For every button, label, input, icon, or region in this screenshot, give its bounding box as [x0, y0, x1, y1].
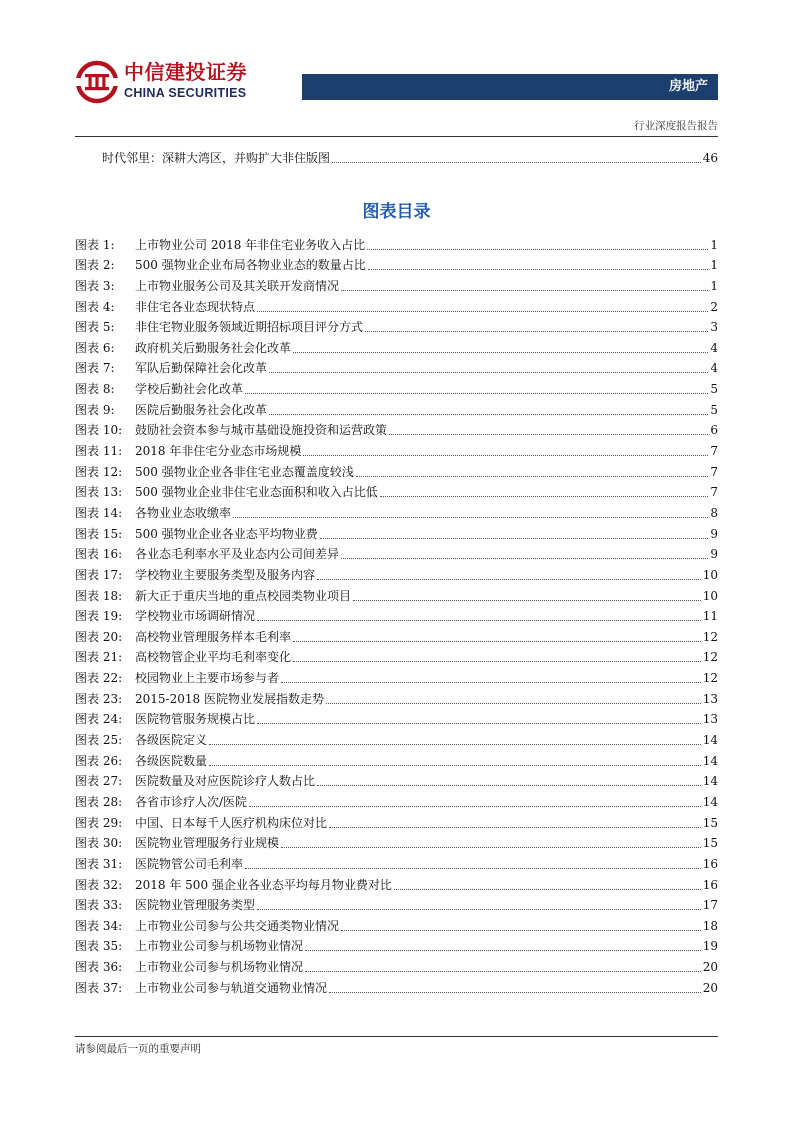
- figure-entry[interactable]: [75, 438, 718, 459]
- figure-title: 500 强物业企业各非住宅业态覆盖度较浅: [135, 464, 354, 479]
- dot-leader: [293, 661, 701, 662]
- figure-label: 图表 11:: [75, 444, 123, 459]
- figure-page: 15: [702, 815, 718, 830]
- figure-title: 政府机关后勤服务社会化改革: [135, 340, 292, 355]
- figure-page: 20: [702, 980, 718, 995]
- figure-label: 图表 26:: [75, 753, 123, 768]
- header-divider: [75, 136, 718, 137]
- report-type: 行业深度报告报告: [634, 120, 718, 132]
- dot-leader: [233, 517, 708, 518]
- figure-page: 9: [710, 547, 718, 562]
- figure-label: 图表 31:: [75, 856, 123, 871]
- dot-leader: [269, 414, 708, 415]
- figure-title: 高校物业管理服务样本毛利率: [135, 629, 292, 644]
- figure-entry[interactable]: [75, 521, 718, 542]
- figure-label: 图表 25:: [75, 733, 123, 748]
- figure-page: 1: [710, 237, 718, 252]
- dot-leader: [305, 971, 701, 972]
- figure-title: 医院物管公司毛利率: [135, 856, 244, 871]
- figure-title: 上市物业公司参与轨道交通物业情况: [135, 980, 328, 995]
- figure-title: 中国、日本每千人医疗机构床位对比: [135, 815, 328, 830]
- figure-entry[interactable]: [75, 665, 718, 686]
- figure-label: 图表 13:: [75, 485, 123, 500]
- figure-page: 7: [710, 485, 718, 500]
- figure-entry[interactable]: [75, 872, 718, 893]
- dot-leader: [209, 744, 701, 745]
- figure-label: 图表 8:: [75, 382, 115, 397]
- dot-leader: [245, 393, 708, 394]
- dot-leader: [341, 930, 701, 931]
- toc-entry-title: 时代邻里：深耕大湾区，并购扩大非住版图: [102, 151, 331, 165]
- figure-title: 新大正于重庆当地的重点校园类物业项目: [135, 588, 352, 603]
- figure-label: 图表 37:: [75, 980, 123, 995]
- figure-label: 图表 16:: [75, 547, 123, 562]
- figure-title: 非住宅各业态现状特点: [135, 299, 256, 314]
- figure-title: 军队后勤保障社会化改革: [135, 361, 268, 376]
- dot-leader: [341, 558, 708, 559]
- figure-label: 图表 7:: [75, 361, 115, 376]
- figure-page: 17: [702, 898, 718, 913]
- dot-leader: [257, 723, 701, 724]
- figure-title: 上市物业服务公司及其关联开发商情况: [135, 278, 340, 293]
- figure-label: 图表 15:: [75, 526, 123, 541]
- figure-page: 13: [702, 691, 718, 706]
- figure-label: 图表 33:: [75, 898, 123, 913]
- figure-entry[interactable]: [75, 707, 718, 728]
- figure-label: 图表 23:: [75, 691, 123, 706]
- figure-title: 500 强物业企业非住宅业态面积和收入占比低: [135, 485, 378, 500]
- dot-leader: [329, 827, 701, 828]
- dot-leader: [257, 311, 708, 312]
- figure-title: 上市物业公司参与公共交通类物业情况: [135, 918, 340, 933]
- figure-title: 各物业业态收缴率: [135, 505, 232, 520]
- figure-label: 图表 35:: [75, 939, 123, 954]
- toc-entry-page: 46: [702, 151, 718, 165]
- figure-list: [75, 232, 718, 996]
- figure-title: 各省市诊疗人次/医院: [135, 794, 248, 809]
- figure-entry[interactable]: [75, 294, 718, 315]
- figure-label: 图表 20:: [75, 629, 123, 644]
- figure-title: 2018 年 500 强企业各业态平均每月物业费对比: [135, 877, 392, 892]
- figure-title: 2018 年非住宅分业态市场规模: [135, 444, 302, 459]
- figure-page: 12: [702, 671, 718, 686]
- dot-leader: [329, 992, 701, 993]
- figure-page: 14: [702, 774, 718, 789]
- figure-page: 4: [710, 340, 718, 355]
- figure-label: 图表 32:: [75, 877, 123, 892]
- figure-entry[interactable]: [75, 500, 718, 521]
- brand-name-cn: 中信建投证券: [124, 60, 247, 84]
- figure-page: 12: [702, 629, 718, 644]
- sector-label: 房地产: [668, 79, 708, 94]
- figure-page: 20: [702, 960, 718, 975]
- dot-leader: [303, 455, 708, 456]
- figure-entry[interactable]: [75, 418, 718, 439]
- figure-label: 图表 22:: [75, 671, 123, 686]
- figure-title: 医院物管服务规模占比: [135, 712, 256, 727]
- figure-label: 图表 30:: [75, 836, 123, 851]
- figure-page: 3: [710, 320, 718, 335]
- figure-label: 图表 29:: [75, 815, 123, 830]
- figure-page: 9: [710, 526, 718, 541]
- figure-page: 19: [702, 939, 718, 954]
- figure-page: 18: [702, 918, 718, 933]
- figure-title: 500 强物业企业布局各物业业态的数量占比: [135, 258, 366, 273]
- dot-leader: [209, 765, 701, 766]
- figure-entry[interactable]: [75, 376, 718, 397]
- figure-title: 高校物管企业平均毛利率变化: [135, 650, 292, 665]
- figure-page: 15: [702, 836, 718, 851]
- figure-title: 非住宅物业服务领域近期招标项目评分方式: [135, 320, 364, 335]
- dot-leader: [389, 434, 708, 435]
- figure-entry[interactable]: [75, 748, 718, 769]
- dot-leader: [269, 372, 708, 373]
- figure-entry[interactable]: [75, 975, 718, 996]
- dot-leader: [394, 889, 701, 890]
- figure-entry[interactable]: [75, 624, 718, 645]
- figure-entry[interactable]: [75, 459, 718, 480]
- dot-leader: [368, 269, 709, 270]
- figure-title: 校园物业上主要市场参与者: [135, 671, 280, 686]
- figure-entry[interactable]: [75, 913, 718, 934]
- figure-entry[interactable]: [75, 542, 718, 563]
- dot-leader: [245, 868, 701, 869]
- figure-label: 图表 34:: [75, 918, 123, 933]
- figure-label: 图表 21:: [75, 650, 123, 665]
- brand-name-en: CHINA SECURITIES: [124, 86, 247, 100]
- figure-title: 学校物业市场调研情况: [135, 609, 256, 624]
- figure-title: 医院后勤服务社会化改革: [135, 402, 268, 417]
- figure-label: 图表 19:: [75, 609, 123, 624]
- figure-label: 图表 3:: [75, 278, 115, 293]
- figure-page: 4: [710, 361, 718, 376]
- figure-entry[interactable]: [75, 934, 718, 955]
- figure-title: 学校后勤社会化改革: [135, 382, 244, 397]
- figure-label: 图表 36:: [75, 960, 123, 975]
- dot-leader: [365, 331, 708, 332]
- figure-entry[interactable]: [75, 831, 718, 852]
- dot-leader: [380, 496, 709, 497]
- figure-entry[interactable]: [75, 335, 718, 356]
- figure-page: 1: [710, 258, 718, 273]
- figure-label: 图表 28:: [75, 794, 123, 809]
- figure-title: 2015-2018 医院物业发展指数走势: [135, 691, 324, 706]
- dot-leader: [317, 785, 701, 786]
- figure-entry[interactable]: [75, 604, 718, 625]
- sector-bar: [302, 74, 718, 100]
- figure-page: 7: [710, 444, 718, 459]
- dot-leader: [332, 162, 701, 163]
- figure-label: 图表 1:: [75, 237, 115, 252]
- figure-page: 16: [702, 877, 718, 892]
- figure-title: 医院物业管理服务类型: [135, 898, 256, 913]
- figure-page: 14: [702, 794, 718, 809]
- figure-label: 图表 24:: [75, 712, 123, 727]
- figure-entry[interactable]: [75, 769, 718, 790]
- figure-page: 5: [710, 402, 718, 417]
- figure-page: 10: [702, 588, 718, 603]
- figure-entry[interactable]: [75, 253, 718, 274]
- figure-entry[interactable]: [75, 686, 718, 707]
- figure-title: 鼓励社会资本参与城市基础设施投资和运营政策: [135, 423, 388, 438]
- figure-page: 13: [702, 712, 718, 727]
- dot-leader: [341, 290, 708, 291]
- figure-label: 图表 14:: [75, 505, 123, 520]
- page-header: [0, 0, 793, 140]
- dot-leader: [356, 476, 709, 477]
- figure-label: 图表 9:: [75, 402, 115, 417]
- figure-label: 图表 17:: [75, 567, 123, 582]
- figure-title: 500 强物业企业各业态平均物业费: [135, 526, 318, 541]
- figure-page: 5: [710, 382, 718, 397]
- figure-page: 1: [710, 278, 718, 293]
- figure-label: 图表 2:: [75, 258, 115, 273]
- figure-label: 图表 4:: [75, 299, 115, 314]
- figure-title: 医院物业管理服务行业规模: [135, 836, 280, 851]
- dot-leader: [281, 682, 701, 683]
- figure-label: 图表 12:: [75, 464, 123, 479]
- figure-title: 上市物业公司参与机场物业情况: [135, 939, 304, 954]
- dot-leader: [326, 703, 701, 704]
- figure-label: 图表 18:: [75, 588, 123, 603]
- figure-title: 上市物业公司参与机场物业情况: [135, 960, 304, 975]
- figure-entry[interactable]: [75, 789, 718, 810]
- figure-title: 学校物业主要服务类型及服务内容: [135, 567, 316, 582]
- figure-entry[interactable]: [75, 356, 718, 377]
- dot-leader: [281, 847, 701, 848]
- figure-title: 医院数量及对应医院诊疗人数占比: [135, 774, 316, 789]
- figure-page: 11: [702, 609, 718, 624]
- figure-title: 上市物业公司 2018 年非住宅业务收入占比: [135, 237, 366, 252]
- dot-leader: [317, 579, 701, 580]
- figure-entry[interactable]: [75, 480, 718, 501]
- figure-page: 2: [710, 299, 718, 314]
- figure-entry[interactable]: [75, 727, 718, 748]
- footer-divider: [75, 1036, 718, 1037]
- figure-entry[interactable]: [75, 851, 718, 872]
- figure-title: 各业态毛利率水平及业态内公司间差异: [135, 547, 340, 562]
- dot-leader: [293, 352, 708, 353]
- dot-leader: [320, 538, 709, 539]
- figure-entry[interactable]: [75, 273, 718, 294]
- figure-list-title: 图表目录: [362, 202, 431, 222]
- figure-title: 各级医院定义: [135, 733, 208, 748]
- dot-leader: [257, 620, 701, 621]
- figure-label: 图表 6:: [75, 340, 115, 355]
- figure-entry[interactable]: [75, 893, 718, 914]
- figure-label: 图表 10:: [75, 423, 123, 438]
- figure-entry[interactable]: [75, 562, 718, 583]
- dot-leader: [293, 641, 701, 642]
- figure-title: 各级医院数量: [135, 753, 208, 768]
- figure-label: 图表 5:: [75, 320, 115, 335]
- figure-entry[interactable]: [75, 232, 718, 253]
- figure-page: 8: [710, 505, 718, 520]
- figure-page: 14: [702, 753, 718, 768]
- figure-entry[interactable]: [75, 954, 718, 975]
- figure-page: 10: [702, 567, 718, 582]
- toc-carryover-entry[interactable]: [102, 150, 718, 166]
- dot-leader: [249, 806, 701, 807]
- figure-entry[interactable]: [75, 810, 718, 831]
- disclaimer-note: 请参阅最后一页的重要声明: [75, 1043, 201, 1055]
- figure-entry[interactable]: [75, 315, 718, 336]
- figure-label: 图表 27:: [75, 774, 123, 789]
- figure-entry[interactable]: [75, 645, 718, 666]
- figure-page: 14: [702, 733, 718, 748]
- figure-page: 7: [710, 464, 718, 479]
- citic-logo-icon: [75, 60, 119, 104]
- figure-page: 12: [702, 650, 718, 665]
- figure-entry[interactable]: [75, 397, 718, 418]
- figure-page: 6: [710, 423, 718, 438]
- dot-leader: [305, 950, 701, 951]
- dot-leader: [353, 600, 701, 601]
- dot-leader: [257, 909, 701, 910]
- figure-page: 16: [702, 856, 718, 871]
- dot-leader: [367, 249, 708, 250]
- figure-entry[interactable]: [75, 583, 718, 604]
